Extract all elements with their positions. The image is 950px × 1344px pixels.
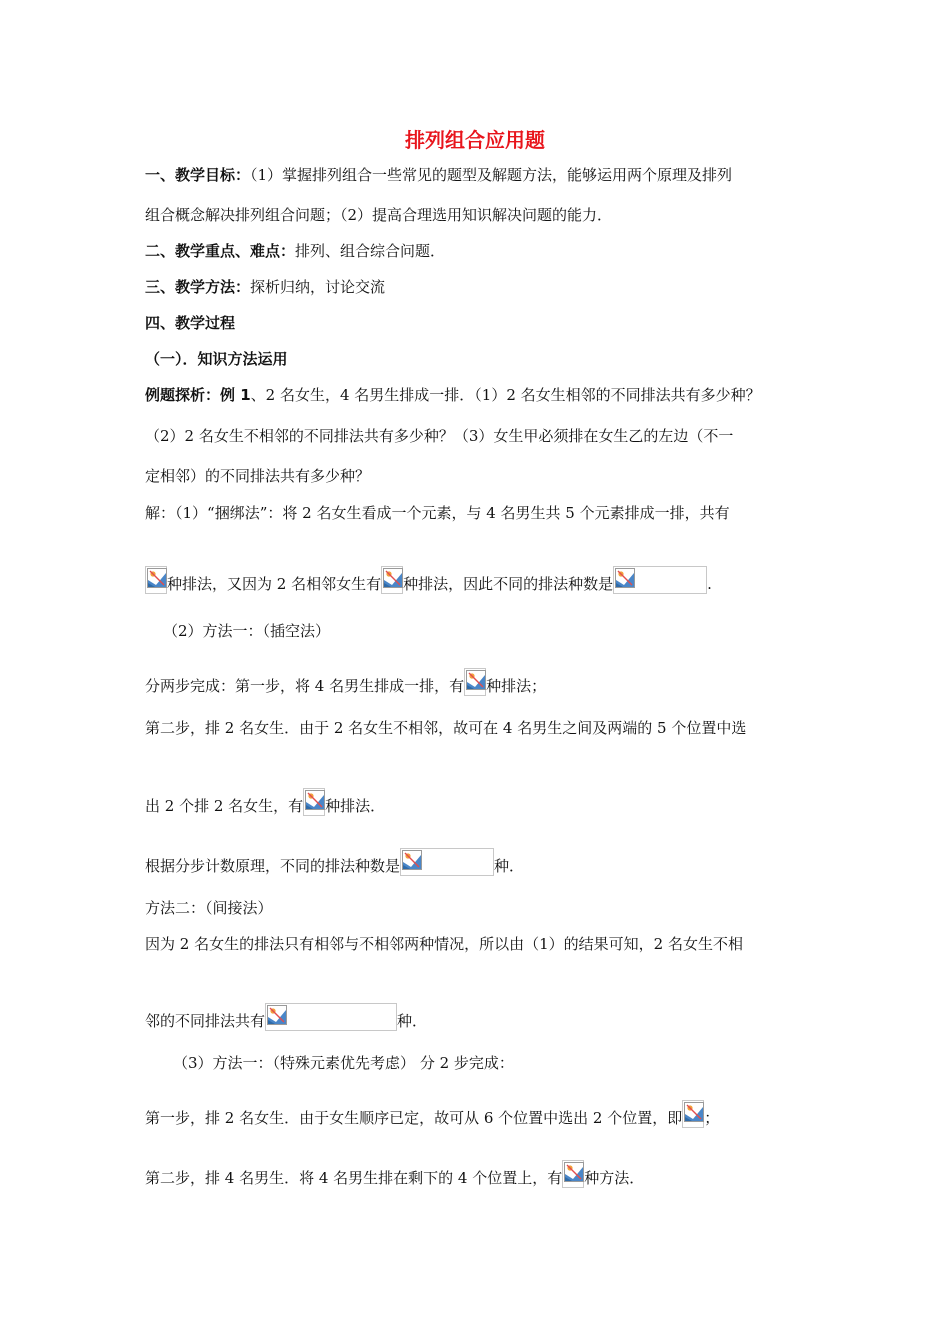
formula-image	[613, 566, 707, 594]
teaching-method-text: 探析归纳，讨论交流	[250, 278, 386, 296]
teaching-focus-label: 二、教学重点、难点：	[145, 242, 296, 260]
solution-text: 种．	[494, 857, 525, 875]
solution-line-3: （2）方法一：（插空法）	[163, 622, 331, 640]
solution-line-1: 解：（1）“捆绑法”：将 2 名女生看成一个元素，与 4 名男生共 5 个元素排成一排，共有	[145, 504, 730, 522]
solution-text: 种排法；	[486, 677, 547, 695]
solution-text: 分两步完成：第一步，将 4 名男生排成一排，有	[145, 677, 465, 695]
solution-line-13	[145, 1160, 644, 1188]
document-title: 排列组合应用题	[405, 128, 545, 152]
solution-line-6	[145, 788, 385, 816]
teaching-method-line	[145, 277, 385, 297]
solution-text: 种排法，因此不同的排法种数是	[403, 575, 614, 593]
solution-text: 种方法．	[584, 1169, 645, 1187]
solution-line-9: 因为 2 名女生的排法只有相邻与不相邻两种情况，所以由（1）的结果可知，2 名女生不相	[145, 935, 743, 953]
solution-line-4	[145, 668, 546, 696]
formula-image	[400, 848, 494, 876]
solution-line-2	[145, 566, 712, 594]
teaching-focus-text: 排列、组合综合问题．	[295, 242, 446, 260]
solution-text: ；	[704, 1109, 720, 1127]
solution-text: 种排法．	[325, 797, 386, 815]
example-line-1	[145, 385, 761, 405]
solution-text: 根据分步计数原理，不同的排法种数是	[145, 857, 401, 875]
teaching-method-label: 三、教学方法：	[145, 278, 251, 296]
formula-image	[464, 668, 486, 696]
formula-image	[303, 788, 325, 816]
solution-text: 出 2 个排 2 名女生，有	[145, 797, 304, 815]
example-label: 例题探析：例 1	[145, 386, 251, 404]
solution-line-11: （3）方法一：（特殊元素优先考虑） 分 2 步完成：	[173, 1054, 514, 1072]
example-text-1: 、2 名女生，4 名男生排成一排．（1）2 名女生相邻的不同排法共有多少种？	[250, 386, 761, 404]
example-text-2: （2）2 名女生不相邻的不同排法共有多少种？（3）女生甲必须排在女生乙的左边（不一	[145, 427, 734, 445]
solution-line-12	[145, 1100, 719, 1128]
solution-line-10	[145, 1003, 427, 1031]
solution-line-5: 第二步，排 2 名女生．由于 2 名女生不相邻，故可在 4 名男生之间及两端的 5 个位置中选	[145, 719, 747, 737]
example-text-3: 定相邻）的不同排法共有多少种？	[145, 467, 371, 485]
teaching-goal-text-2: 组合概念解决排列组合问题；（2）提高合理选用知识解决问题的能力．	[145, 206, 613, 224]
teaching-process-label: 四、教学过程	[145, 314, 236, 332]
teaching-focus-line	[145, 241, 445, 261]
solution-text: 种．	[397, 1012, 428, 1030]
solution-text: 第一步，排 2 名女生．由于女生顺序已定，故可从 6 个位置中选出 2 个位置，即	[145, 1109, 683, 1127]
formula-image	[562, 1160, 584, 1188]
solution-text: .	[707, 575, 712, 593]
solution-line-8: 方法二：（间接法）	[145, 899, 273, 917]
subsection-label: （一）．知识方法运用	[145, 350, 288, 368]
teaching-goal-label: 一、教学目标：	[145, 166, 251, 184]
solution-text: 第二步，排 4 名男生．将 4 名男生排在剩下的 4 个位置上，有	[145, 1169, 563, 1187]
formula-image	[145, 566, 167, 594]
teaching-goal-text-1: （1）掌握排列组合一些常见的题型及解题方法，能够运用两个原理及排列	[250, 166, 733, 184]
formula-image	[381, 566, 403, 594]
solution-text: 邻的不同排法共有	[145, 1012, 266, 1030]
solution-text: 种排法，又因为 2 名相邻女生有	[167, 575, 382, 593]
solution-line-7	[145, 848, 524, 876]
formula-image	[265, 1003, 397, 1031]
teaching-goal-line-1	[145, 165, 732, 185]
formula-image	[682, 1100, 704, 1128]
